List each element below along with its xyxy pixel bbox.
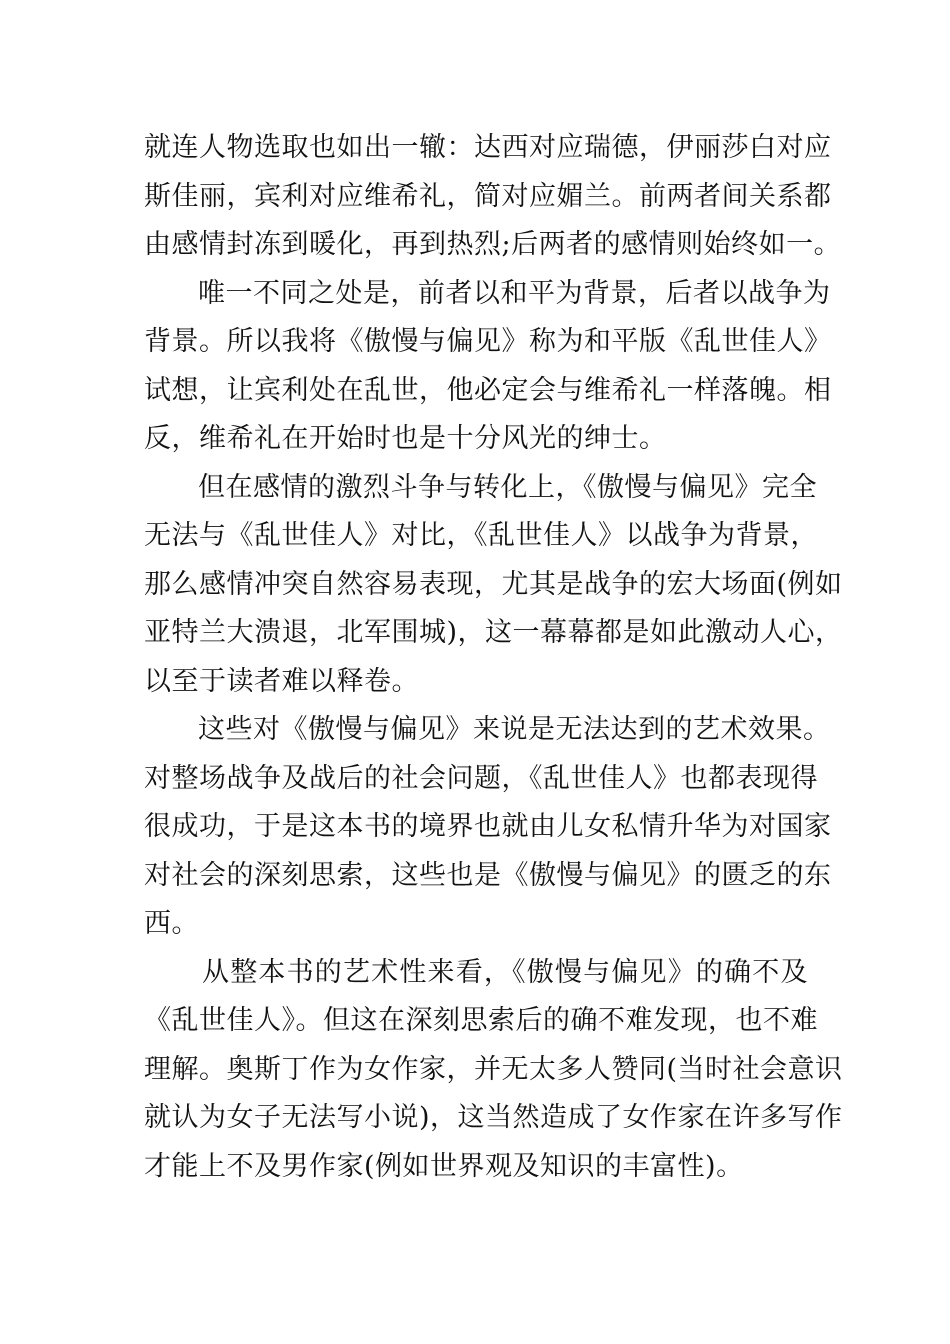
text-line: 《乱世佳人》。但这在深刻思索后的确不难发现，也不难: [144, 1005, 818, 1036]
paragraph-2: [144, 270, 832, 464]
text-line: 背景。所以我将《傲慢与偏见》称为和平版《乱世佳人》: [144, 326, 832, 357]
text-line: 西。: [144, 908, 199, 939]
text-line: 这些对《傲慢与偏见》来说是无法达到的艺术效果。: [198, 714, 831, 745]
text-line: 亚特兰大溃退，北军围城)，这一幕幕都是如此激动人心，: [144, 617, 843, 648]
text-line: 无法与《乱世佳人》对比，《乱世佳人》以战争为背景，: [144, 520, 818, 551]
text-line: 斯佳丽，宾利对应维希礼，简对应媚兰。前两者间关系都: [144, 180, 832, 212]
text-line: 以至于读者难以释卷。: [144, 665, 419, 697]
text-line: 很成功，于是这本书的境界也就由儿女私情升华为对国家: [144, 811, 832, 842]
text-line: 由感情封冻到暖化，再到热烈;后两者的感情则始终如一。: [144, 229, 842, 260]
text-line: 对社会的深刻思索，这些也是《傲慢与偏见》的匮乏的东: [144, 859, 832, 891]
text-line: 但在感情的激烈斗争与转化上，《傲慢与偏见》完全: [198, 471, 817, 503]
text-line: 从整本书的艺术性来看，《傲慢与偏见》的确不及: [202, 956, 808, 988]
text-line: 才能上不及男作家(例如世界观及知识的丰富性)。: [144, 1150, 744, 1182]
text-line: 就认为女子无法写小说)，这当然造成了女作家在许多写作: [144, 1102, 843, 1133]
text-line: 唯一不同之处是，前者以和平为背景，后者以战争为: [198, 277, 831, 309]
text-line: 那么感情冲突自然容易表现，尤其是战争的宏大场面(例如: [144, 568, 843, 600]
text-line: 就连人物选取也如出一辙：达西对应瑞德，伊丽莎白对应: [144, 132, 832, 163]
text-line: 理解。奥斯丁作为女作家，并无太多人赞同(当时社会意识: [144, 1053, 843, 1085]
text-line: 对整场战争及战后的社会问题，《乱世佳人》也都表现得: [144, 762, 818, 794]
text-line: 试想，让宾利处在乱世，他必定会与维希礼一样落魄。相: [144, 374, 832, 406]
paragraph-5: [144, 949, 843, 1192]
paragraph-4: [144, 706, 832, 949]
text-line: 反，维希礼在开始时也是十分风光的绅士。: [144, 423, 667, 454]
paragraph-1: [144, 124, 842, 270]
paragraph-3: [144, 464, 843, 707]
document-body: [144, 124, 843, 1191]
